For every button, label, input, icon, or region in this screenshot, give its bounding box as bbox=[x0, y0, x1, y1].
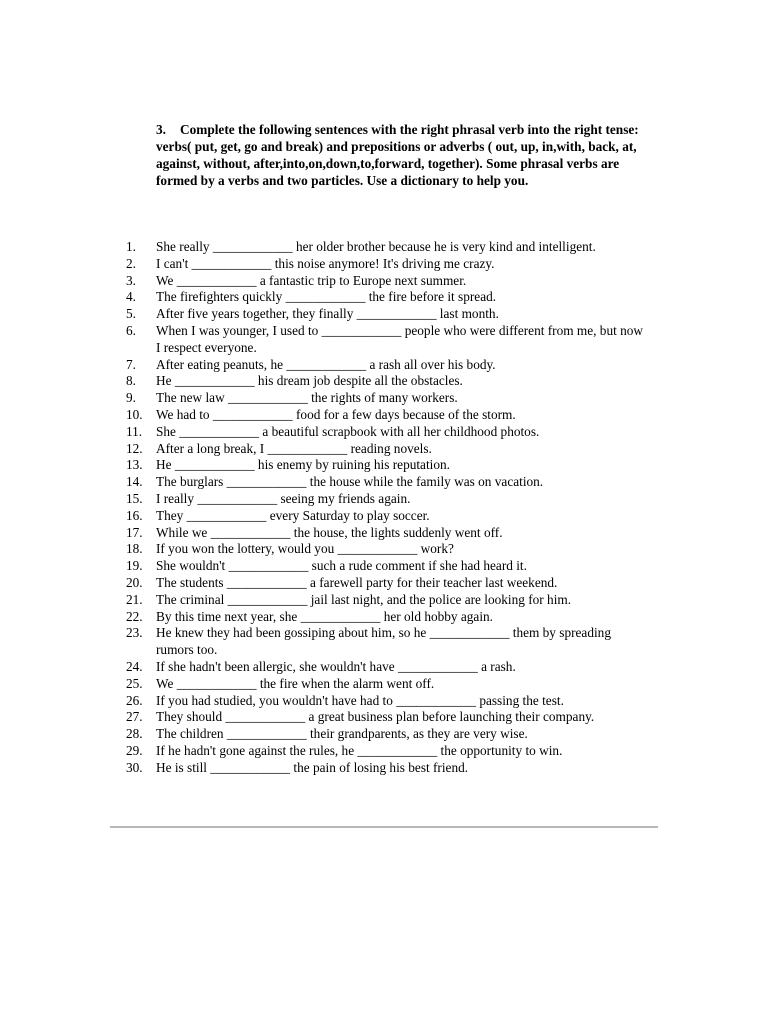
item-number: 21. bbox=[126, 591, 143, 607]
list-item bbox=[126, 441, 666, 458]
item-sentence: By this time next year, she ____________ her old hobby again. bbox=[156, 608, 494, 624]
list-item bbox=[126, 256, 666, 273]
list-item bbox=[126, 592, 666, 609]
item-sentence: I really ____________ seeing my friends again. bbox=[156, 490, 411, 506]
item-sentence: She wouldn't ____________ such a rude comment if she had heard it. bbox=[156, 558, 527, 574]
list-item bbox=[126, 491, 666, 508]
item-number: 4. bbox=[126, 289, 136, 305]
item-sentence: We ____________ a fantastic trip to Europe next summer. bbox=[156, 272, 467, 288]
list-item bbox=[126, 323, 666, 357]
item-sentence: If he hadn't gone against the rules, he ____________ the opportunity to win. bbox=[156, 742, 563, 758]
list-item bbox=[126, 357, 666, 374]
list-item bbox=[126, 575, 666, 592]
item-sentence: They should ____________ a great business plan before launching their company. bbox=[156, 709, 595, 725]
item-number: 28. bbox=[126, 726, 143, 742]
item-number: 23. bbox=[126, 625, 143, 641]
item-number: 13. bbox=[126, 457, 143, 473]
list-item bbox=[126, 474, 666, 491]
item-number: 25. bbox=[126, 675, 143, 691]
item-sentence: I can't ____________ this noise anymore! It's driving me crazy. bbox=[156, 255, 495, 271]
exercise-instructions bbox=[156, 122, 644, 190]
item-sentence: They ____________ every Saturday to play soccer. bbox=[156, 507, 430, 523]
item-sentence: The firefighters quickly ____________ the fire before it spread. bbox=[156, 289, 497, 305]
item-number: 26. bbox=[126, 692, 143, 708]
item-sentence: The children ____________ their grandparents, as they are very wise. bbox=[156, 726, 528, 742]
item-number: 24. bbox=[126, 658, 143, 674]
list-item bbox=[126, 306, 666, 323]
item-number: 29. bbox=[126, 742, 143, 758]
item-number: 9. bbox=[126, 390, 136, 406]
list-item bbox=[126, 760, 666, 777]
list-item bbox=[126, 693, 666, 710]
item-sentence: We ____________ the fire when the alarm went off. bbox=[156, 675, 435, 691]
item-sentence: He ____________ his enemy by ruining his reputation. bbox=[156, 457, 450, 473]
list-item bbox=[126, 659, 666, 676]
item-number: 2. bbox=[126, 255, 136, 271]
exercise-number: 3. bbox=[156, 122, 166, 137]
item-number: 17. bbox=[126, 524, 143, 540]
list-item bbox=[126, 273, 666, 290]
item-sentence: After a long break, I ____________ reading novels. bbox=[156, 440, 432, 456]
item-sentence: While we ____________ the house, the lights suddenly went off. bbox=[156, 524, 503, 540]
list-item bbox=[126, 525, 666, 542]
item-number: 22. bbox=[126, 608, 143, 624]
item-number: 18. bbox=[126, 541, 143, 557]
list-item bbox=[126, 390, 666, 407]
item-number: 16. bbox=[126, 507, 143, 523]
exercise-list bbox=[126, 239, 666, 777]
item-sentence: If she hadn't been allergic, she wouldn't have ____________ a rash. bbox=[156, 658, 516, 674]
list-item bbox=[126, 508, 666, 525]
item-sentence: If you won the lottery, would you ____________ work? bbox=[156, 541, 454, 557]
item-sentence: When I was younger, I used to ____________ people who were different from me, but now I respect everyone. bbox=[156, 322, 644, 355]
page-divider bbox=[110, 826, 658, 828]
list-item bbox=[126, 407, 666, 424]
item-sentence: He knew they had been gossiping about him, so he ____________ them by spreading rumors too. bbox=[156, 625, 611, 658]
item-sentence: He ____________ his dream job despite all the obstacles. bbox=[156, 373, 463, 389]
list-item bbox=[126, 625, 666, 659]
item-sentence: The students ____________ a farewell party for their teacher last weekend. bbox=[156, 574, 558, 590]
item-number: 10. bbox=[126, 406, 143, 422]
item-number: 7. bbox=[126, 356, 136, 372]
item-number: 5. bbox=[126, 306, 136, 322]
item-number: 14. bbox=[126, 474, 143, 490]
list-item bbox=[126, 609, 666, 626]
item-sentence: The criminal ____________ jail last night, and the police are looking for him. bbox=[156, 591, 572, 607]
list-item bbox=[126, 726, 666, 743]
item-number: 20. bbox=[126, 574, 143, 590]
item-number: 1. bbox=[126, 239, 136, 254]
item-number: 12. bbox=[126, 440, 143, 456]
list-item bbox=[126, 558, 666, 575]
list-item bbox=[126, 289, 666, 306]
item-number: 3. bbox=[126, 272, 136, 288]
item-sentence: He is still ____________ the pain of losing his best friend. bbox=[156, 759, 469, 775]
list-item bbox=[126, 541, 666, 558]
list-item bbox=[126, 239, 666, 256]
item-sentence: If you had studied, you wouldn't have had to ____________ passing the test. bbox=[156, 692, 564, 708]
item-number: 15. bbox=[126, 490, 143, 506]
list-item bbox=[126, 373, 666, 390]
item-sentence: The new law ____________ the rights of many workers. bbox=[156, 390, 458, 406]
item-sentence: She ____________ a beautiful scrapbook with all her childhood photos. bbox=[156, 423, 540, 439]
list-item bbox=[126, 709, 666, 726]
item-sentence: After eating peanuts, he ____________ a rash all over his body. bbox=[156, 356, 496, 372]
item-number: 8. bbox=[126, 373, 136, 389]
list-item bbox=[126, 424, 666, 441]
item-sentence: After five years together, they finally ____________ last month. bbox=[156, 306, 499, 322]
item-sentence: The burglars ____________ the house while the family was on vacation. bbox=[156, 474, 544, 490]
list-item bbox=[126, 743, 666, 760]
item-number: 27. bbox=[126, 709, 143, 725]
instructions-text: Complete the following sentences with the right phrasal verb into the right tense: verbs( put, get, go and break) and prepositions or adverbs ( out, up, in,with, back, at, against, without, after,into,on,down,to,forward, together). Some phrasal verbs are formed by a verbs and two particles. Use a dictionary to help you. bbox=[156, 122, 639, 188]
item-number: 6. bbox=[126, 322, 136, 338]
item-sentence: We had to ____________ food for a few days because of the storm. bbox=[156, 406, 516, 422]
list-item bbox=[126, 457, 666, 474]
item-sentence: She really ____________ her older brother because he is very kind and intelligent. bbox=[156, 239, 596, 254]
item-number: 11. bbox=[126, 423, 143, 439]
list-item bbox=[126, 676, 666, 693]
item-number: 19. bbox=[126, 558, 143, 574]
item-number: 30. bbox=[126, 759, 143, 775]
